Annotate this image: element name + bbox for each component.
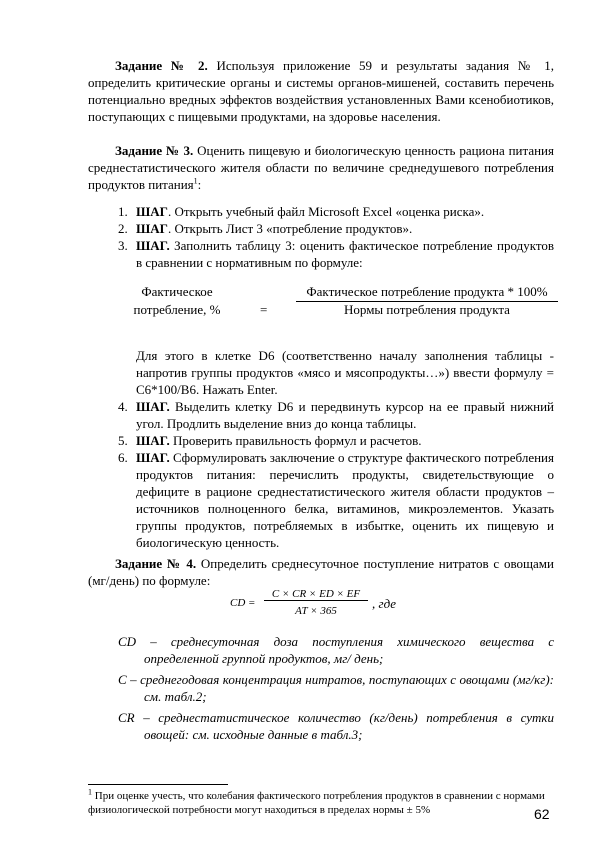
task4-paragraph — [88, 555, 554, 589]
list-item: 4. ШАГ. Выделить клетку D6 и передвинуть курсор на ее правый нижний угол. Продлить выделение вниз до конца таблицы. — [118, 399, 554, 431]
formula-left-line1: Фактическое — [141, 284, 213, 299]
dose-formula-numerator: C × CR × ED × EF — [264, 588, 368, 601]
formula-left-line2: потребление, % — [133, 302, 221, 317]
list-item: 2. ШАГ. Открыть Лист 3 «потребление продуктов». — [118, 221, 413, 236]
definition-cd: CD – среднесуточная доза поступления химического вещества с определенной группой продуктов, мг/ день; — [118, 634, 554, 666]
list-item: 3. ШАГ. Заполнить таблицу 3: оценить фактическое потребление продуктов в сравнении с нормативным по формуле: — [118, 238, 554, 270]
task3-tail: : — [197, 177, 202, 192]
list-item: 1. ШАГ. Открыть учебный файл Microsoft Excel «оценка риска». — [118, 204, 485, 219]
formula-equals: = — [260, 302, 268, 317]
dose-formula-suffix: , где — [372, 596, 397, 611]
task2-label: Задание № 2. — [115, 58, 208, 73]
dose-formula-lhs: CD = — [230, 597, 256, 609]
dose-formula-denominator: AT × 365 — [295, 605, 337, 617]
definitions — [118, 633, 554, 743]
task4-text: Определить среднесуточное поступление нитратов с овощами (мг/день) по формуле: — [88, 556, 554, 588]
definition-c: C – среднегодовая концентрация нитратов, поступающих с овощами (мг/кг): см. табл.2; — [118, 672, 554, 704]
definition-cr: CR – среднестатистическое количество (кг/день) потребления в сутки овощей: см. исходные данные в табл.3; — [118, 710, 554, 742]
step3-note: Для этого в клетке D6 (соответственно началу заполнения таблицы - напротив группы продуктов «мясо и мясопродукты…») ввести формулу = C6*100/B6. Нажать Enter. — [136, 348, 554, 397]
page-number: 62 — [534, 806, 550, 822]
footnote — [88, 789, 558, 817]
formula-numerator: Фактическое потребление продукта * 100% — [296, 283, 558, 302]
list-item: 5. ШАГ. Проверить правильность формул и расчетов. — [118, 433, 422, 448]
steps-list-a — [110, 203, 554, 271]
task3-label: Задание № 3. — [115, 143, 194, 158]
task3-paragraph — [88, 142, 554, 193]
list-item: 6. ШАГ. Сформулировать заключение о структуре фактического потребления продуктов питания: перечислить продукты, свидетельствующие о дефиците в рационе среднестатистического жителя области продуктов – источников полноценного белка, витаминов, микроэлементов. Указать группы продуктов, потребляемых в избытке, оценить их пищевую и биологическую ценность. — [118, 450, 554, 550]
task4-label: Задание № 4. — [115, 556, 197, 571]
formula-denominator: Нормы потребления продукта — [344, 302, 510, 317]
footnote-separator — [88, 784, 228, 785]
task3-text: Оценить пищевую и биологическую ценность рациона питания среднестатистического жителя области по величине среднедушевого потребления продуктов питания — [88, 143, 554, 192]
steps-list-b — [110, 398, 554, 551]
footnote-text: При оценке учесть, что колебания фактического потребления продуктов в сравнении с нормами физиологической потребности могут находиться в пределах нормы ± 5% — [88, 790, 545, 816]
task2-paragraph — [88, 57, 554, 125]
footnote-mark: 1 — [88, 787, 92, 797]
footnote-ref: 1 — [193, 176, 198, 186]
task2-text: Используя приложение 59 и результаты задания № 1, определить критические органы и системы органов-мишеней, составить перечень потенциально вредных эффектов воздействия установленных Вами ксенобиотиков, поступающих с пищевыми продуктами, на здоровье населения. — [88, 58, 554, 124]
